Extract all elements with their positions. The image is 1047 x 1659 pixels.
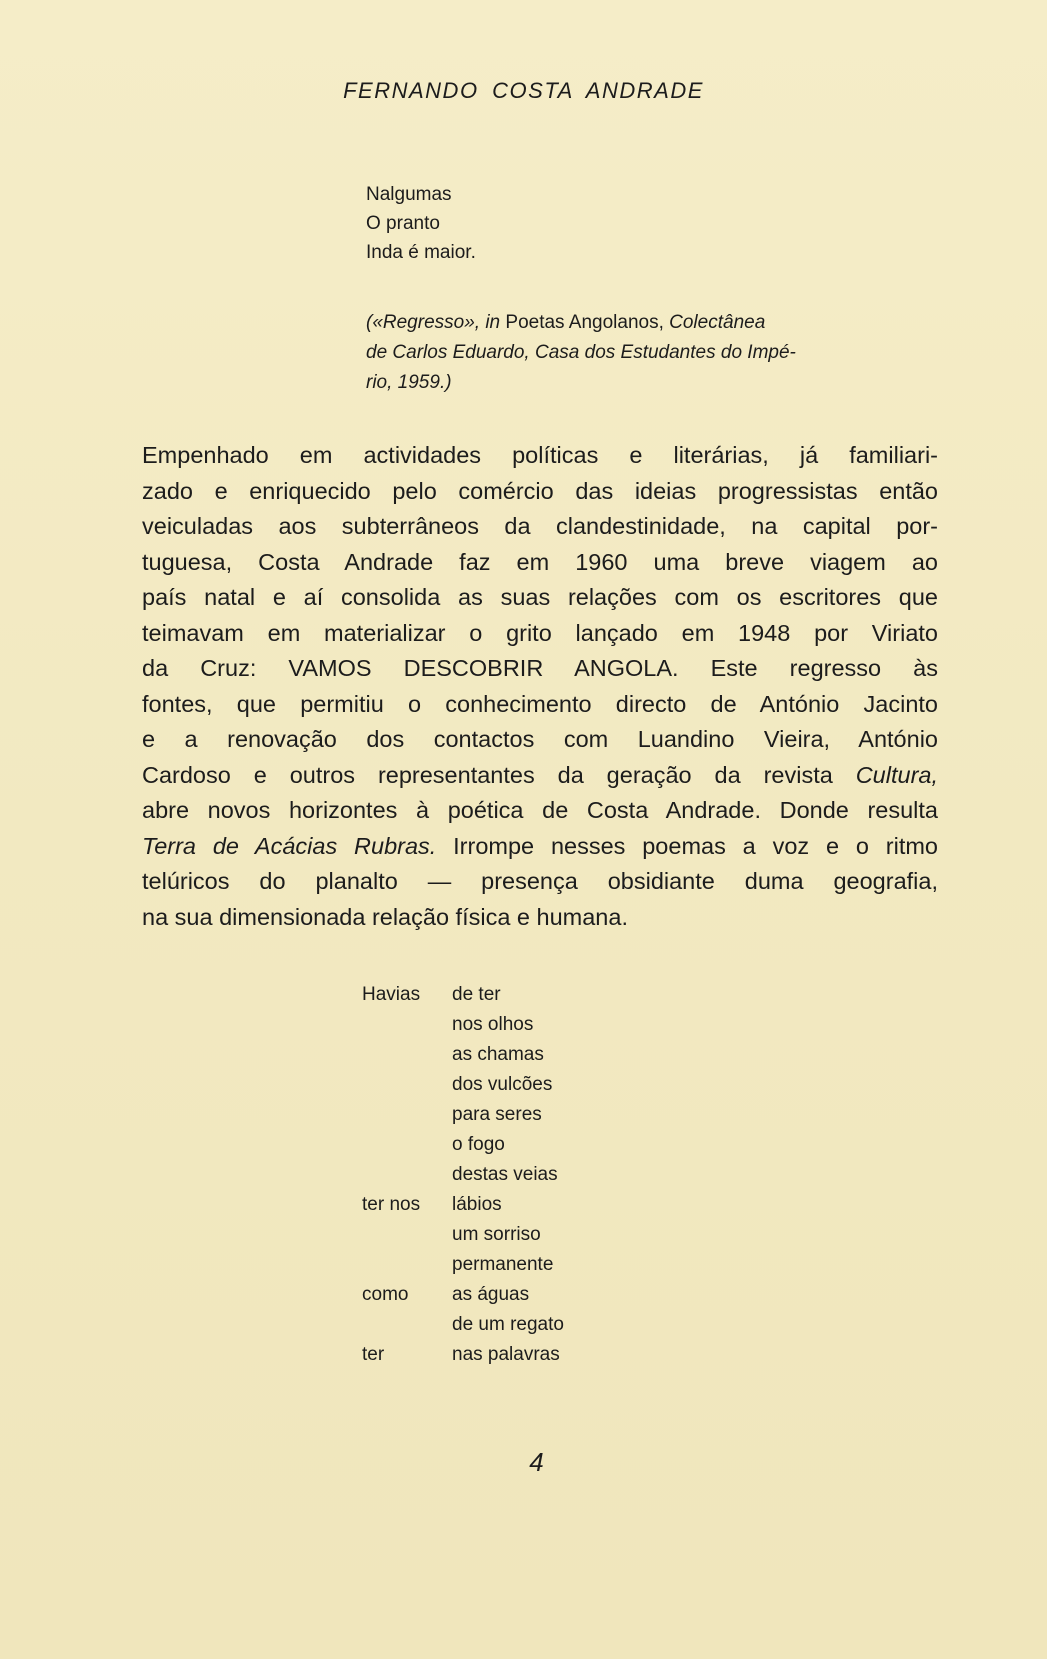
citation-anthology: Poetas Angolanos, xyxy=(500,312,670,333)
citation-line: de Carlos Eduardo, Casa dos Estudantes do Impé- xyxy=(366,342,796,363)
paragraph-line: telúricos do planalto — presença obsidiante duma geografia, xyxy=(142,868,938,894)
paragraph-text: Irrompe nesses poemas a voz e o ritmo xyxy=(436,832,938,859)
paragraph-line: e a renovação dos contactos com Luandino Vieira, António xyxy=(142,726,938,752)
page-number: 4 xyxy=(529,1447,544,1477)
paragraph-line: abre novos horizontes à poética de Costa Andrade. Donde resulta xyxy=(142,797,938,823)
paragraph-line: na sua dimensionada relação física e humana. xyxy=(142,903,628,930)
paragraph-line: da Cruz: VAMOS DESCOBRIR ANGOLA. Este regresso às xyxy=(142,655,938,681)
verse-line: Inda é maior. xyxy=(366,242,476,263)
paragraph-line: Empenhado em actividades políticas e literárias, já familiari- xyxy=(142,442,938,468)
poem-text: nas palavras xyxy=(452,1344,560,1365)
poem-text: para seres xyxy=(452,1104,542,1125)
verse-line: Nalgumas xyxy=(366,184,452,205)
citation-line: rio, 1959.) xyxy=(366,372,452,393)
poem-text: permanente xyxy=(452,1254,554,1275)
poem-lead: ter xyxy=(362,1344,385,1365)
poem-text: de ter xyxy=(452,984,501,1005)
verse-line: O pranto xyxy=(366,213,440,234)
poem-text: destas veias xyxy=(452,1164,558,1185)
citation xyxy=(366,308,940,398)
paragraph-line: teimavam em materializar o grito lançado em 1948 por Viriato xyxy=(142,619,938,646)
poem-text: nos olhos xyxy=(452,1014,534,1035)
paragraph-text: Cardoso e outros representantes da geração da revista xyxy=(142,761,856,788)
poem-lead: Havias xyxy=(362,984,421,1005)
paragraph-line: zado e enriquecido pelo comércio das ideias progressistas então xyxy=(142,477,938,504)
paragraph-line xyxy=(142,829,938,865)
running-head: FERNANDO COSTA ANDRADE xyxy=(343,78,704,103)
poem-lead: ter nos xyxy=(362,1194,421,1215)
poem-text: de um regato xyxy=(452,1314,564,1335)
poem-text: as chamas xyxy=(452,1044,544,1065)
paragraph-line: veiculadas aos subterrâneos da clandestinidade, na capital por- xyxy=(142,513,938,539)
book-title: Terra de Acácias Rubras. xyxy=(142,832,437,859)
journal-title: Cultura, xyxy=(855,761,938,788)
citation-collection: Colectânea xyxy=(669,312,766,333)
paragraph-line: país natal e aí consolida as suas relações com os escritores que xyxy=(142,584,938,610)
poem-text: as águas xyxy=(452,1284,530,1305)
poem-text: um sorriso xyxy=(452,1224,541,1245)
citation-source-poem: («Regresso», in xyxy=(366,312,501,333)
paragraph-line: fontes, que permitiu o conhecimento directo de António Jacinto xyxy=(142,690,938,717)
poem-text: dos vulcões xyxy=(452,1074,553,1095)
verse-excerpt xyxy=(366,180,476,267)
citation-line xyxy=(366,308,940,338)
body-paragraph xyxy=(142,438,938,935)
paragraph-line xyxy=(142,758,938,794)
poem-lead: como xyxy=(362,1284,409,1305)
paragraph-line: tuguesa, Costa Andrade faz em 1960 uma breve viagem ao xyxy=(142,548,938,575)
poem-text: o fogo xyxy=(452,1134,505,1155)
poem-text: lábios xyxy=(452,1194,502,1215)
